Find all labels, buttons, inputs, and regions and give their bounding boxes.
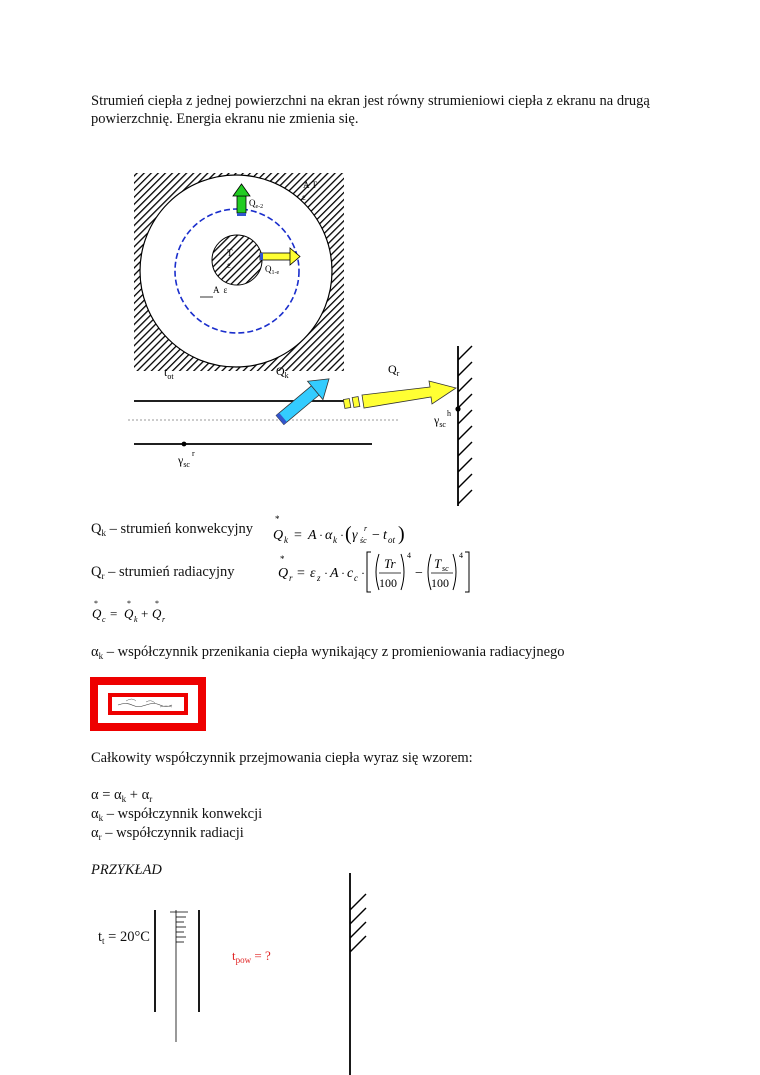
label-e-inner: ε: [227, 260, 231, 270]
label-tot: $t_{ot}$: [164, 365, 174, 381]
svg-text:100: 100: [431, 576, 449, 590]
label-gamma-r: $\gamma_{sc}^r$: [178, 449, 195, 469]
label-a-inner: A ε: [213, 285, 228, 295]
svg-text:·: ·: [340, 528, 344, 542]
label-qe2: $Q_{e-2}$: [249, 198, 264, 210]
svg-text:=: =: [297, 566, 305, 581]
svg-text:k: k: [134, 615, 138, 624]
svg-text:100: 100: [379, 576, 397, 590]
inner-body-circle: [212, 235, 262, 285]
svg-text:−: −: [372, 528, 380, 543]
svg-text:k: k: [284, 535, 288, 545]
svg-text:*: *: [275, 514, 280, 524]
qk-description: $Q_k$ – strumień konwekcyjny: [91, 521, 253, 538]
indoor-temperature: $t_t = 20^\circ C$: [98, 929, 150, 946]
wall-hatching: [458, 346, 472, 504]
svg-text:·: ·: [361, 566, 365, 580]
qk-formula: [270, 512, 420, 550]
svg-text:A: A: [330, 566, 339, 581]
svg-text:c: c: [102, 615, 106, 624]
qr-formula: [275, 548, 480, 596]
svg-text:z: z: [317, 573, 321, 583]
svg-text:*: *: [94, 599, 98, 608]
svg-text:Q: Q: [152, 606, 162, 621]
svg-text:ε: ε: [310, 566, 316, 581]
heat-flow-diagram: [120, 168, 490, 508]
svg-text:−: −: [415, 566, 423, 581]
svg-text:r: r: [162, 615, 166, 624]
svg-text:=: =: [110, 606, 118, 621]
svg-text:ot: ot: [388, 535, 396, 545]
svg-text:r: r: [364, 524, 368, 533]
svg-text:Tr: Tr: [384, 556, 396, 571]
label-q1e: $Q_{1-e}$: [265, 264, 280, 276]
svg-text:·: ·: [341, 566, 345, 580]
label-gamma-h: $\gamma_{sc}^h$: [434, 409, 451, 429]
svg-text:·: ·: [319, 528, 323, 542]
yellow-wall-arrow-icon: [343, 381, 456, 408]
svg-text:*: *: [155, 599, 159, 608]
label-qk: $Q_k$: [276, 364, 289, 380]
svg-text:4: 4: [407, 551, 411, 560]
svg-text:(: (: [345, 523, 352, 545]
svg-text:·: ·: [324, 566, 328, 580]
svg-text:α: α: [325, 528, 333, 543]
label-a1: A T: [303, 180, 318, 190]
label-t1-inner: T: [227, 248, 233, 258]
svg-text:t: t: [383, 528, 387, 543]
total-coefficient-text: Całkowity współczynnik przejmowania ciepła wyraz się wzorem:: [91, 750, 473, 766]
svg-text:*: *: [127, 599, 131, 608]
svg-text:Q: Q: [278, 566, 289, 581]
svg-text:+: +: [141, 606, 149, 621]
svg-text:Q: Q: [92, 606, 102, 621]
svg-text:T: T: [434, 556, 442, 571]
svg-text:Q: Q: [273, 528, 284, 543]
svg-text:A: A: [308, 528, 317, 543]
alpha-k-description: $\alpha_k$ – współczynnik przenikania ciepła wynikający z promieniowania radiacyjnego: [91, 644, 565, 661]
label-qr: $Q_r$: [388, 362, 400, 378]
alpha-k-definition: $\alpha_k$ – współczynnik konwekcji: [91, 806, 263, 823]
svg-text:c: c: [347, 566, 354, 581]
svg-text:*: *: [280, 554, 285, 564]
alpha-r-definition: $\alpha_r$ – współczynnik radiacji: [91, 825, 244, 842]
svg-text:c: c: [354, 573, 358, 583]
svg-text:=: =: [294, 528, 302, 543]
svg-text:k: k: [333, 535, 337, 545]
embedded-formula-image: [90, 677, 206, 731]
svg-text:śc: śc: [360, 536, 367, 545]
label-e1: ε: [302, 192, 306, 202]
svg-text:4: 4: [459, 551, 463, 560]
svg-text:sc: sc: [442, 564, 449, 573]
qc-formula: [89, 596, 189, 626]
example-heading: PRZYKŁAD: [91, 862, 162, 878]
intro-paragraph: Strumień ciepła z jednej powierzchni na ekran jest równy strumieniowi ciepła z ekranu na drugą powierzchnię. Energia ekranu nie zmienia się.: [91, 93, 650, 127]
svg-text:): ): [398, 523, 405, 545]
qr-description: $Q_r$ – strumień radiacyjny: [91, 564, 235, 581]
alpha-sum-equation: $\alpha = \alpha_k + \alpha_r$: [91, 787, 153, 804]
svg-text:γ: γ: [352, 528, 358, 543]
example-diagram: [140, 870, 380, 1075]
surface-temperature-question: $t_{pow}$ = ?: [232, 948, 271, 965]
svg-text:Q: Q: [124, 606, 134, 621]
svg-text:r: r: [289, 573, 293, 583]
